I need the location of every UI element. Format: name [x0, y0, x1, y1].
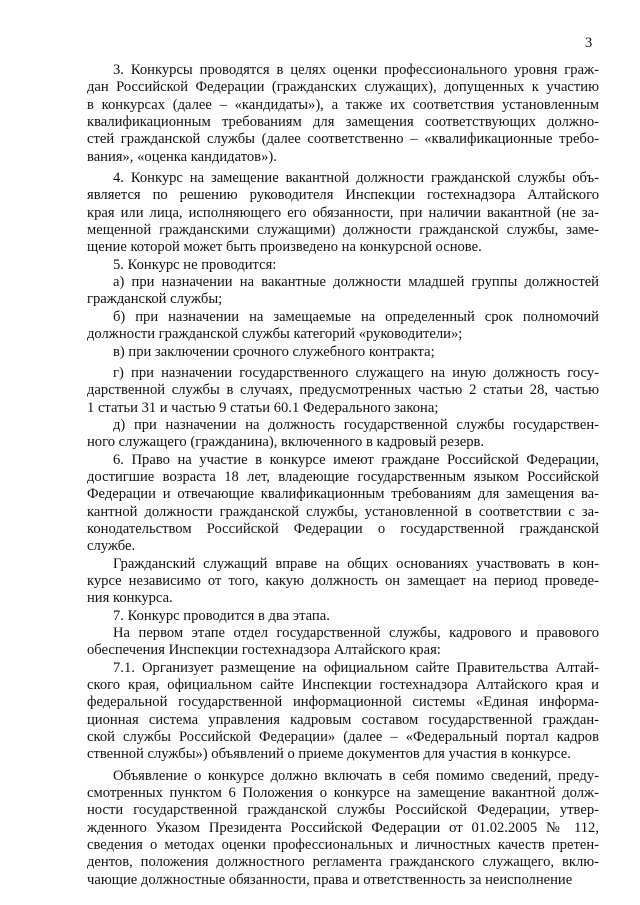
text-line: 6. Право на участие в конкурсе имеют граждане Российской Федерации,: [113, 451, 599, 468]
text-line: квалификационным требованиям для замещения соответствующих должно-: [87, 114, 599, 131]
text-line: а) при назначении на вакантные должности младшей группы должностей: [113, 274, 599, 291]
text-line: ционная система управления кадровым составом государственной граждан-: [87, 711, 599, 728]
text-line: достигшие возраста 18 лет, владеющие государственным языком Российской: [87, 468, 599, 485]
text-line: На первом этапе отдел государственной службы, кадрового и правового: [113, 625, 599, 641]
text-line: обеспечения Инспекции гостехнадзора Алтайского края:: [87, 642, 441, 659]
text-line: щение которой может быть произведено на конкурсной основе.: [87, 239, 482, 256]
text-line: смотренных пунктом 6 Положения о конкурсе на замещение вакантной долж-: [87, 785, 599, 802]
text-line: в конкурсах (далее – «кандидаты»), а также их соответствия установленным: [87, 96, 599, 113]
paragraph: [87, 608, 599, 625]
text-line: кантной должности гражданской службы, установленной в соответствии с за-: [87, 503, 599, 520]
text-line: 3. Конкурсы проводятся в целях оценки профессионального уровня граж-: [113, 62, 599, 78]
text-line: ности государственной гражданской службы Российской Федерации, утвер-: [87, 802, 599, 819]
text-line: Гражданский служащий вправе на общих основаниях участвовать в кон-: [113, 555, 599, 572]
text-line: жденного Указом Президента Российской Федерации от 01.02.2005 № 112,: [87, 819, 599, 836]
text-line: является по решению руководителя Инспекции гостехнадзора Алтайского: [87, 187, 599, 204]
text-line: Объявление о конкурсе должно включать в себя помимо сведений, преду-: [113, 767, 599, 784]
text-line: мещенной гражданскими служащими) должности гражданской службы, заме-: [87, 222, 599, 239]
text-line: гражданской службы;: [87, 291, 223, 308]
text-line: вания», «оценка кандидатов»).: [87, 148, 277, 165]
text-line: 7. Конкурс проводится в два этапа.: [113, 607, 330, 624]
text-line: сведения о методах оценки профессиональных и личностных качеств претен-: [87, 837, 599, 854]
text-line: дентов, положения должностного регламента гражданского служащего, вклю-: [87, 854, 599, 871]
text-line: 1 статьи 31 и частью 9 статьи 60.1 Федерального закона;: [87, 399, 439, 416]
text-line: ния конкурса.: [87, 590, 173, 607]
text-line: должности гражданской службы категорий «руководители»;: [87, 326, 463, 343]
paragraph: [87, 62, 599, 166]
text-line: 4. Конкурс на замещение вакантной должности гражданской службы объ-: [113, 170, 599, 187]
text-line: края или лица, исполняющего его обязанности, при наличии вакантной (не за-: [87, 204, 599, 221]
document-body: [87, 62, 599, 889]
page-number: 3: [585, 35, 593, 51]
text-line: Федерации и отвечающие квалификационным требованиям для замещения ва-: [87, 486, 599, 503]
paragraph: [87, 417, 599, 452]
paragraph: [87, 274, 599, 309]
paragraph: [87, 452, 599, 556]
paragraph: [87, 365, 599, 417]
text-line: чающие должностные обязанности, права и ответственность за неисполнение: [87, 871, 573, 888]
text-line: дан Российской Федерации (гражданских служащих), допущенных к участию: [87, 79, 599, 96]
text-line: в) при заключении срочного служебного контракта;: [113, 343, 435, 360]
text-line: службе.: [87, 538, 136, 555]
text-line: конодательством Российской Федерации о государственной гражданской: [87, 520, 599, 537]
paragraph: [87, 660, 599, 764]
paragraph: [87, 309, 599, 344]
paragraph: [87, 625, 599, 660]
text-line: 7.1. Организует размещение на официальном сайте Правительства Алтай-: [113, 659, 599, 676]
paragraph: [87, 257, 599, 274]
text-line: ской службы Российской Федерации» (далее – «Федеральный портал кадров: [87, 729, 599, 746]
paragraph: [87, 768, 599, 889]
text-line: федеральной государственной информационной системы «Единая информа-: [87, 694, 599, 711]
paragraph: [87, 344, 599, 361]
text-line: б) при назначении на замещаемые на определенный срок полномочий: [113, 308, 599, 325]
text-line: курсе независимо от того, какую должность он замещает на период проведе-: [87, 572, 599, 589]
text-line: ского края, официальном сайте Инспекции гостехнадзора Алтайского края и: [87, 677, 599, 694]
text-line: дарственной службы в случаях, предусмотренных частью 2 статьи 28, частью: [87, 382, 599, 399]
text-line: ного служащего (гражданина), включенного в кадровый резерв.: [87, 434, 485, 451]
paragraph: [87, 556, 599, 608]
text-line: стей гражданской службы (далее соответственно – «квалификационные требо-: [87, 131, 599, 148]
text-line: ственной службы») объявлений о приеме документов для участия в конкурсе.: [87, 746, 571, 763]
text-line: г) при назначении государственного служащего на иную должность госу-: [113, 364, 599, 381]
paragraph: [87, 170, 599, 257]
text-line: д) при назначении на должность государственной службы государствен-: [113, 416, 599, 433]
text-line: 5. Конкурс не проводится:: [113, 256, 277, 273]
